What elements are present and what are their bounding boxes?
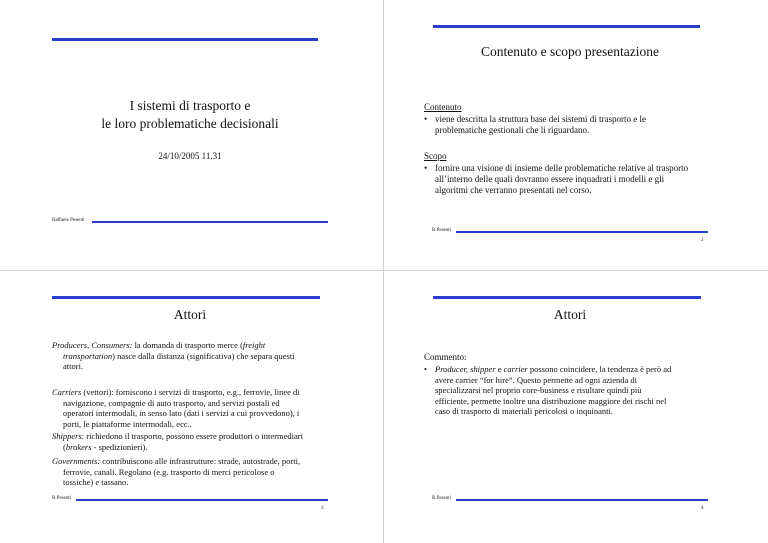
bullet-text-line: problematiche gestionali che li riguardano.: [435, 125, 590, 135]
slide-title: Attori: [553, 307, 587, 322]
footer-bar: [456, 231, 708, 233]
bullet-text-line: viene descritta la struttura base dei sistemi di trasporto e le: [435, 114, 646, 124]
title-line-1: I sistemi di trasporto e: [129, 98, 251, 113]
title-bar: [433, 296, 701, 299]
slide-title: Contenuto e scopo presentazione: [480, 44, 660, 59]
bullet-text-line: specializzarsi nel proprio core-business e risultare quindi più: [435, 385, 642, 395]
bullet-text-line: caso di trasporto di materiali pericolosi o inquinanti.: [435, 406, 613, 416]
bullet-text-line: avere carrier “for hire”. Questo permette ad ogni azienda di: [435, 374, 638, 385]
horizontal-divider: [0, 270, 768, 271]
governments-paragraph: Governments: contribuiscono alle infrastrutture: strade, autostrade, porti, ferrovie, canali. Regolano (e.g. trasporto di merci pericolose o tossiche) e tassano.: [52, 456, 301, 487]
title-bar: [433, 25, 700, 28]
bullet-icon: •: [424, 114, 428, 124]
carriers-paragraph: Carriers (vettori): forniscono i servizi di trasporto, e.g., ferrovie, linee di navigazione, compagnie di auto trasporto, and servizi postali ed operatori intermodali, in senso lato (dati i servizi a cui provvedono), i porti, le piattaforme intermodali, ecc..: [52, 387, 300, 429]
commento-label: Commento:: [424, 352, 467, 362]
slide-title: [40, 97, 340, 133]
page-number: 4: [701, 506, 704, 511]
scopo-label: Scopo: [424, 151, 447, 161]
bullet-icon: •: [424, 163, 428, 173]
footer-author: R.Pesenti: [432, 228, 452, 233]
bullet-text-line: all’interno delle quali dovranno essere inquadrati i modelli e gli: [435, 174, 665, 184]
title-bar: [52, 38, 318, 41]
contenuto-label: Contenuto: [424, 102, 462, 112]
page-number: 3: [321, 506, 324, 511]
bullet-text-line: fornire una visione di insieme delle problematiche relative al trasporto: [435, 163, 689, 173]
producers-consumers-paragraph: Producers, Consumers: la domanda di trasporto merce (freight transportation) nasce dalla distanza (significativa) che separa questi attori.: [52, 340, 295, 371]
footer-bar: [456, 499, 708, 501]
slide-date: 24/10/2005 11.31: [158, 151, 222, 161]
shippers-paragraph: Shippers: richiedono il trasporto, possono essere produttori o intermediari (brokers - spedizionieri).: [52, 431, 303, 452]
slide-title: Attori: [173, 307, 207, 322]
footer-author: R.Pesenti: [432, 496, 452, 501]
title-bar: [52, 296, 320, 299]
footer-author: R.Pesenti: [52, 496, 72, 501]
bullet-text-line: efficiente, permette inoltre una distribuzione maggiore dei rischi nel: [435, 395, 667, 406]
page-number: 2: [701, 238, 704, 243]
bullet-text-line: algoritmi che verranno presentati nel corso.: [435, 185, 592, 195]
footer-bar: [76, 499, 328, 501]
footer-author: Raffaele Pesenti: [52, 218, 85, 223]
bullet-icon: •: [424, 364, 427, 374]
title-line-2: le loro problematiche decisionali: [101, 116, 279, 131]
vertical-divider: [383, 0, 384, 543]
footer-bar: [92, 221, 328, 223]
